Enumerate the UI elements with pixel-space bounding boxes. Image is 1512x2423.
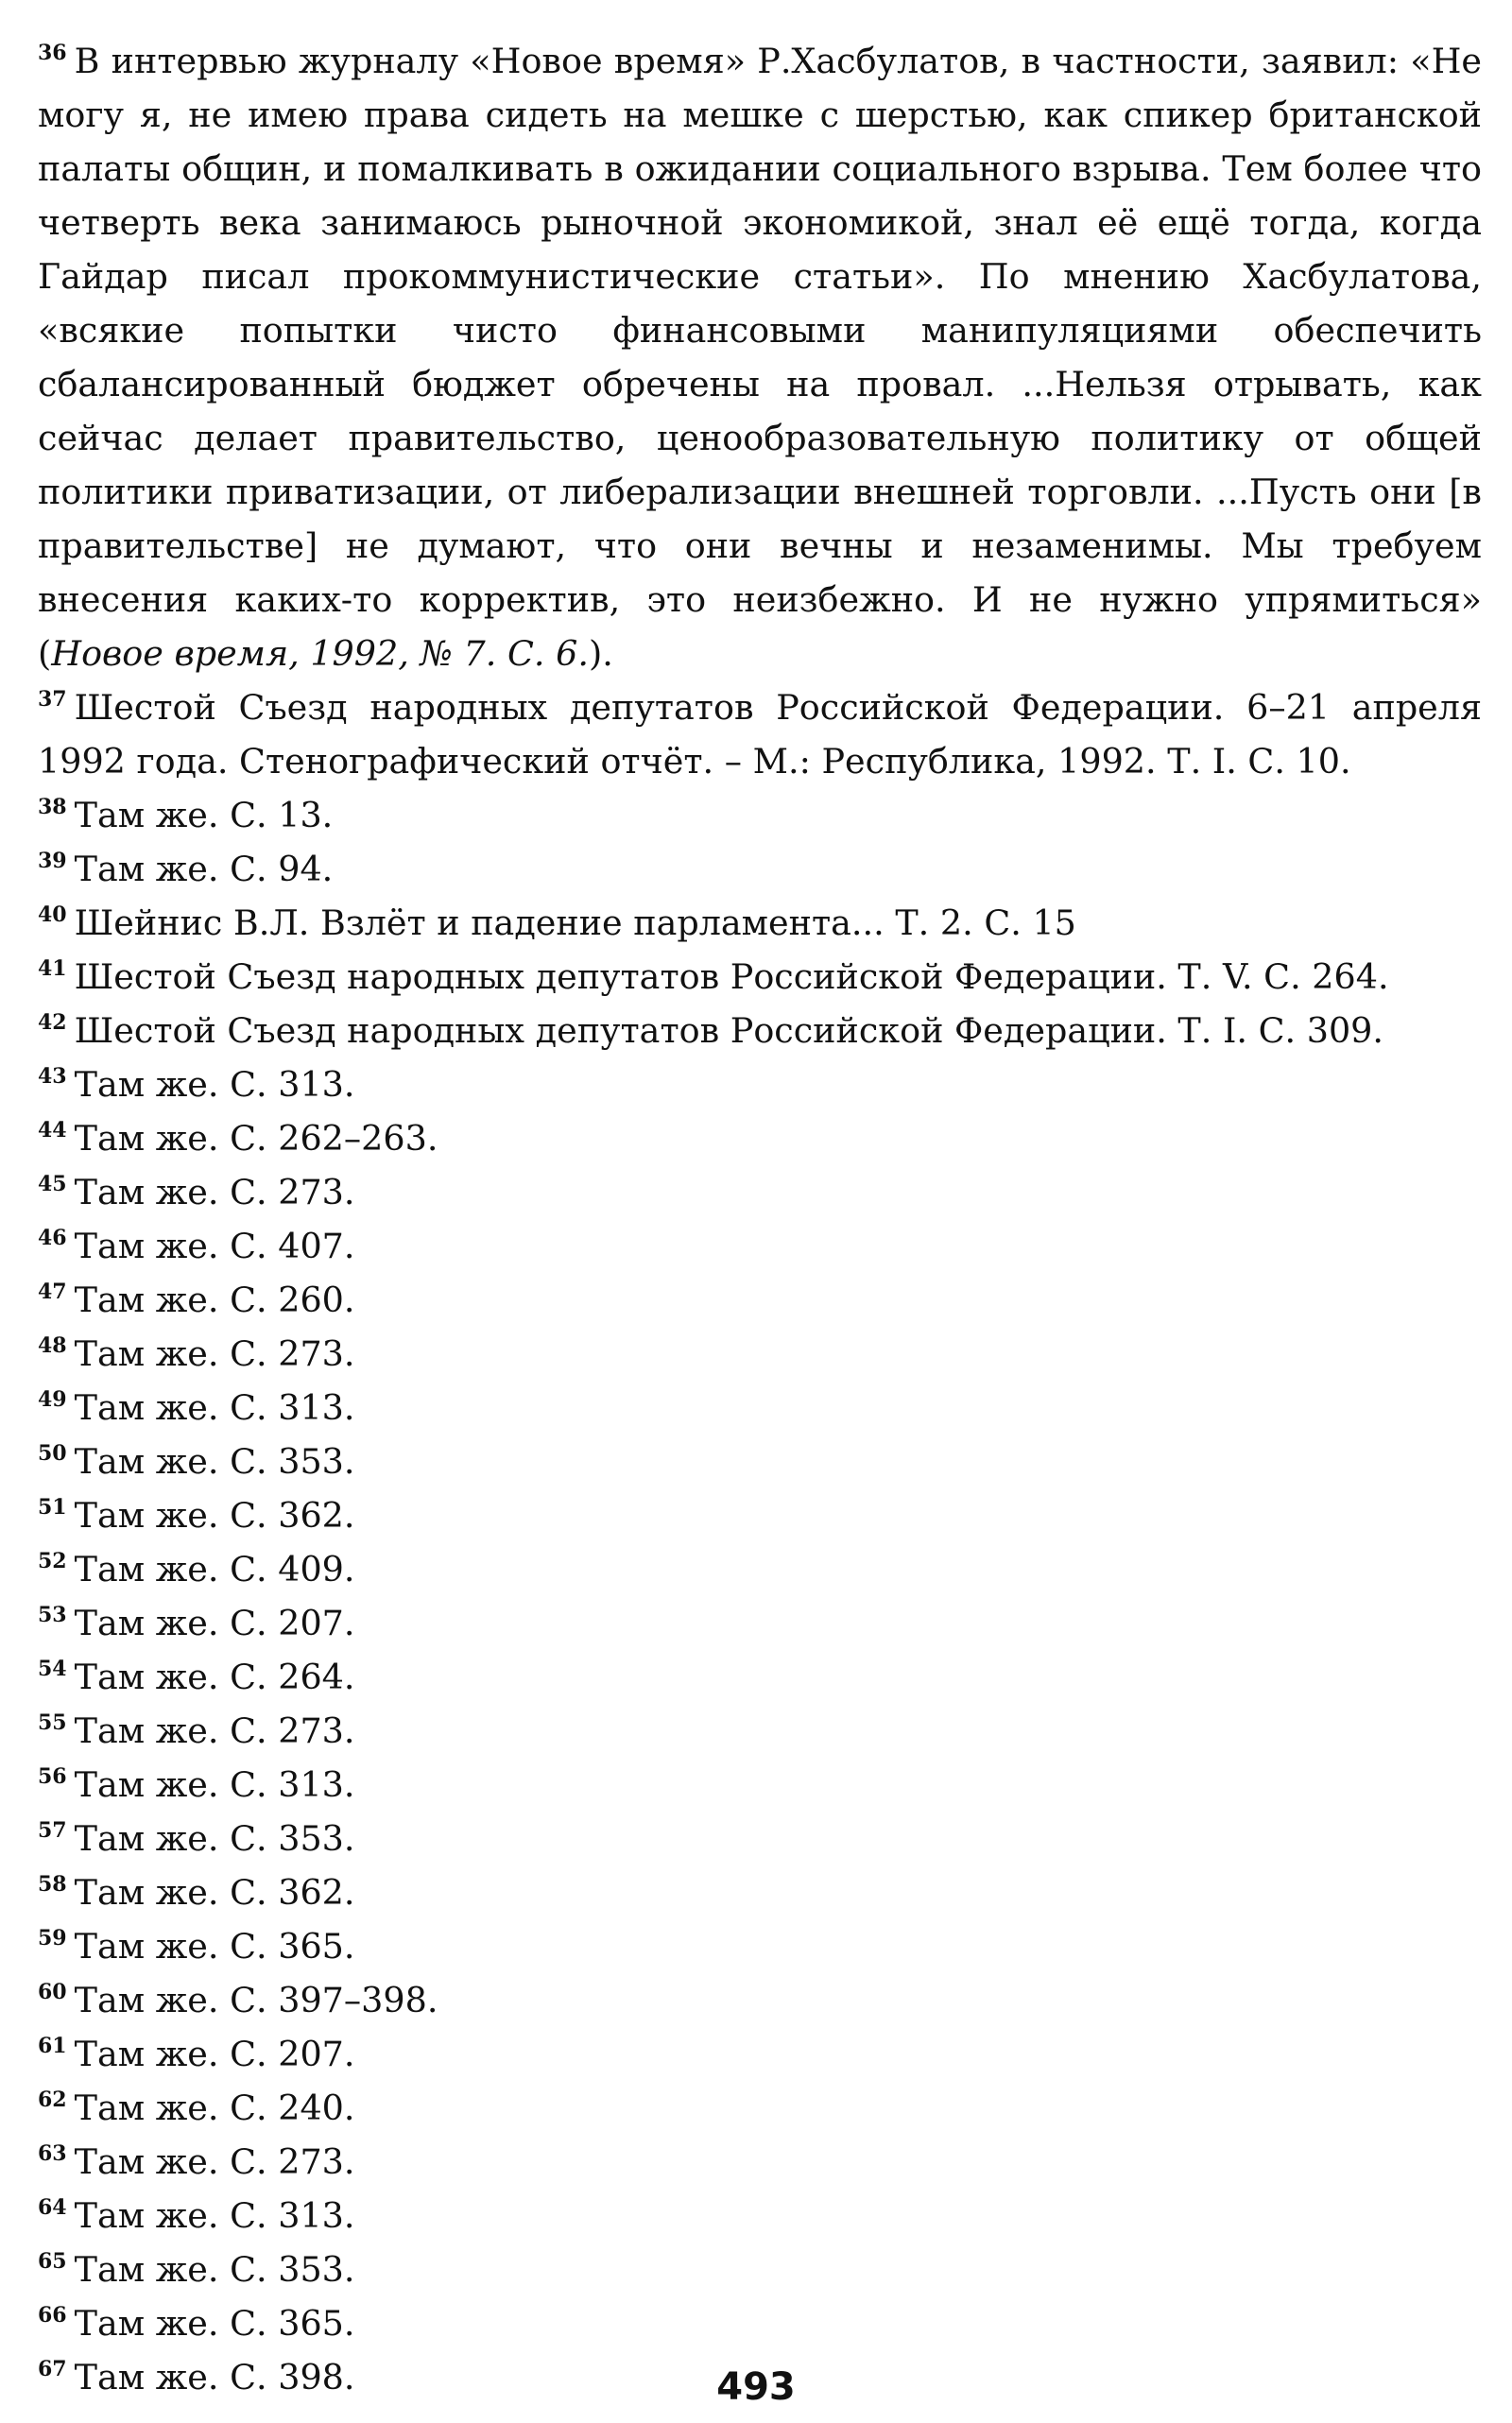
footnote-text: Шестой Съезд народных депутатов Российской Федерации. 6–21 апреля 1992 года. Стенографический отчёт. – М.: Республика, 1992. Т. I. С. 10. [38, 687, 1482, 782]
footnote-number: 39 [38, 849, 67, 873]
footnote-number: 38 [38, 795, 67, 819]
footnote-text-tail: ). [588, 633, 613, 674]
footnote-number: 66 [38, 2303, 67, 2328]
footnote-number: 53 [38, 1603, 67, 1627]
footnote-number: 51 [38, 1495, 67, 1520]
footnote-text: Там же. С. 313. [74, 2195, 355, 2236]
footnote-number: 52 [38, 1549, 67, 1573]
footnote [38, 2081, 1482, 2135]
footnote-text: Там же. С. 313. [74, 1064, 355, 1105]
footnote-text: Там же. С. 240. [74, 2088, 355, 2128]
footnote-number: 47 [38, 1280, 67, 1304]
footnote-text: Шестой Съезд народных депутатов Российской Федерации. Т. V. С. 264. [74, 956, 1389, 997]
page-number: 493 [716, 2365, 796, 2409]
footnote [38, 680, 1482, 788]
footnote-text: Там же. С. 407. [74, 1226, 355, 1266]
footnote [38, 788, 1482, 842]
footnote [38, 1865, 1482, 1919]
footnote-number: 49 [38, 1387, 67, 1412]
footnote [38, 1542, 1482, 1596]
footnote-number: 45 [38, 1172, 67, 1196]
footnote-text: Там же. С. 260. [74, 1280, 355, 1320]
footnote-text: Там же. С. 264. [74, 1657, 355, 1697]
footnote-number: 65 [38, 2249, 67, 2274]
footnote-text: Там же. С. 13. [74, 795, 334, 835]
footnote-number: 37 [38, 687, 67, 712]
footnotes-list [38, 34, 1482, 2404]
footnote-text: Там же. С. 207. [74, 1603, 355, 1643]
footnote-text: Там же. С. 353. [74, 2249, 355, 2290]
footnote-number: 56 [38, 1764, 67, 1789]
footnote [38, 1758, 1482, 1812]
footnote-text: Там же. С. 273. [74, 2141, 355, 2182]
footnote-number: 63 [38, 2141, 67, 2166]
footnote [38, 2243, 1482, 2296]
footnote-text: Там же. С. 94. [74, 849, 334, 889]
footnote-number: 43 [38, 1064, 67, 1089]
footnote-text: Шестой Съезд народных депутатов Российской Федерации. Т. I. С. 309. [74, 1010, 1384, 1051]
footnote [38, 1650, 1482, 1704]
footnote [38, 2189, 1482, 2243]
footnote-number: 54 [38, 1657, 67, 1681]
footnote [38, 896, 1482, 950]
footnote-number: 59 [38, 1926, 67, 1950]
footnote [38, 1381, 1482, 1435]
footnote-number: 55 [38, 1710, 67, 1735]
footnote-number: 40 [38, 902, 67, 927]
footnote [38, 2135, 1482, 2189]
footnote-number: 67 [38, 2357, 67, 2381]
footnote-text: Там же. С. 362. [74, 1872, 355, 1913]
footnote [38, 1596, 1482, 1650]
footnote-number: 50 [38, 1441, 67, 1466]
footnote [38, 1111, 1482, 1165]
footnote [38, 1327, 1482, 1381]
footnote [38, 950, 1482, 1004]
footnote [38, 1165, 1482, 1219]
footnote-text: Там же. С. 353. [74, 1818, 355, 1859]
footnote [38, 34, 1482, 680]
footnote-number: 41 [38, 956, 67, 981]
footnote-number: 61 [38, 2034, 67, 2058]
footnote [38, 1004, 1482, 1057]
footnote-text: Там же. С. 397–398. [74, 1980, 438, 2020]
footnote-number: 60 [38, 1980, 67, 2004]
footnote [38, 1704, 1482, 1758]
footnote-number: 42 [38, 1010, 67, 1035]
footnote [38, 1057, 1482, 1111]
footnote-text: Там же. С. 409. [74, 1549, 355, 1590]
footnote [38, 1488, 1482, 1542]
footnote-number: 36 [38, 41, 67, 65]
footnote-number: 62 [38, 2088, 67, 2112]
footnote-text: Там же. С. 362. [74, 1495, 355, 1536]
footnote [38, 1812, 1482, 1865]
footnote-text: Там же. С. 262–263. [74, 1118, 438, 1159]
footnote-text: Там же. С. 273. [74, 1710, 355, 1751]
footnote-number: 46 [38, 1226, 67, 1250]
footnote-text: Там же. С. 313. [74, 1387, 355, 1428]
footnote-number: 44 [38, 1118, 67, 1143]
footnote-text: Там же. С. 313. [74, 1764, 355, 1805]
footnote-text: Шейнис В.Л. Взлёт и падение парламента... Т. 2. С. 15 [74, 902, 1076, 943]
footnote [38, 2296, 1482, 2350]
footnote-text: Там же. С. 353. [74, 1441, 355, 1482]
footnote-number: 58 [38, 1872, 67, 1897]
footnote-number: 64 [38, 2195, 67, 2220]
footnote-text: Там же. С. 398. [74, 2357, 355, 2397]
footnote [38, 2027, 1482, 2081]
footnote [38, 1973, 1482, 2027]
footnote [38, 1273, 1482, 1327]
footnote-number: 48 [38, 1333, 67, 1358]
footnote [38, 842, 1482, 896]
footnote-text: Там же. С. 273. [74, 1172, 355, 1212]
footnote-text: Там же. С. 207. [74, 2034, 355, 2074]
footnote-text: В интервью журналу «Новое время» Р.Хасбулатов, в частности, заявил: «Не могу я, не имею права сидеть на мешке с шерстью, как спикер британской палаты общин, и помалкивать в ожидании социального взрыва. Тем более что четверть века занимаюсь рыночной экономикой, знал её ещё тогда, когда Гайдар писал прокоммунистические статьи». По мнению Хасбулатова, «всякие попытки чисто финансовыми манипуляциями обеспечить сбалансированный бюджет обречены на провал. ...Нельзя отрывать, как сейчас делает правительство, ценообразовательную политику от общей политики приватизации, от либерализации внешней торговли. ...Пусть они [в правительстве] не думают, что они вечны и незаменимы. Мы требуем внесения каких-то корректив, это неизбежно. И не нужно упрямиться» ( [38, 41, 1482, 674]
footnote-text: Там же. С. 365. [74, 2303, 355, 2344]
footnote [38, 1219, 1482, 1273]
footnote [38, 1919, 1482, 1973]
footnote-number: 57 [38, 1818, 67, 1843]
footnote-citation: Новое время, 1992, № 7. С. 6. [51, 633, 589, 674]
footnote-text: Там же. С. 273. [74, 1333, 355, 1374]
footnote [38, 1435, 1482, 1488]
footnote-text: Там же. С. 365. [74, 1926, 355, 1967]
